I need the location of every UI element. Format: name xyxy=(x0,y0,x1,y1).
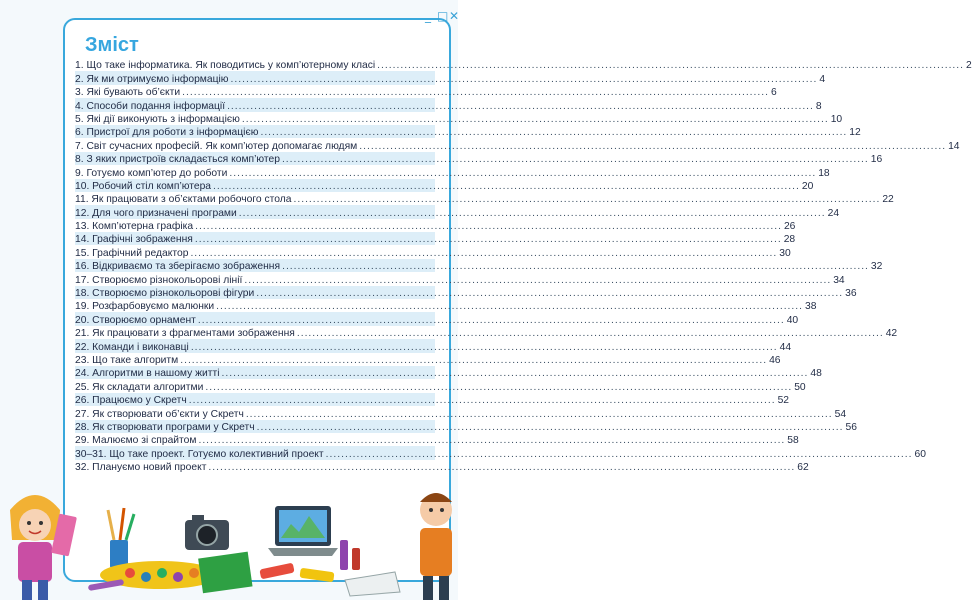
toc-entry-title: 24. Алгоритми в нашому житті xyxy=(75,368,220,380)
toc-entry-page: 44 xyxy=(779,341,792,353)
dot-leader xyxy=(227,101,814,112)
dot-leader xyxy=(195,221,782,232)
minimize-icon[interactable]: _ xyxy=(425,9,431,23)
toc-entry-page: 26 xyxy=(783,221,796,233)
toc-entry-title: 25. Як складати алгоритми xyxy=(75,381,204,393)
toc-entry-title: 21. Як працювати з фрагментами зображення xyxy=(75,328,295,340)
toc-entry[interactable] xyxy=(75,125,861,139)
toc-entry-title: 14. Графічні зображення xyxy=(75,234,193,246)
toc-entry-title: 18. Створюємо різнокольорові фігури xyxy=(75,288,255,300)
toc-entry[interactable] xyxy=(75,272,845,286)
toc-entry-title: 28. Як створювати програми у Скретч xyxy=(75,421,255,433)
toc-entry-page: 34 xyxy=(833,274,845,286)
dot-leader xyxy=(191,342,778,353)
camera-icon xyxy=(185,515,229,550)
toc-entry[interactable] xyxy=(75,326,898,340)
boy-icon xyxy=(420,493,452,600)
toc-entry-page: 32 xyxy=(870,261,883,273)
toc-entry-title: 2. Як ми отримуємо інформацію xyxy=(75,73,229,85)
dot-leader xyxy=(229,168,816,179)
dot-leader xyxy=(213,181,800,192)
dot-leader xyxy=(260,127,847,138)
toc-entry-title: 10. Робочий стіл комп’ютера xyxy=(75,180,212,192)
dot-leader xyxy=(246,409,833,420)
dot-leader xyxy=(198,435,785,446)
toc-entry[interactable] xyxy=(75,312,799,326)
dot-leader xyxy=(326,449,913,460)
toc-entry-page: 54 xyxy=(834,408,847,420)
dot-leader xyxy=(256,288,843,299)
toc-entry[interactable] xyxy=(75,259,883,273)
toc-entry[interactable] xyxy=(75,98,822,112)
toc-entry-page: 6 xyxy=(770,87,777,99)
dot-leader xyxy=(377,60,964,71)
toc-entry-title: 12. Для чого призначені програми xyxy=(75,207,237,219)
toc-entry-title: 7. Світ сучасних професій. Як комп’ютер допомагає людям xyxy=(75,140,358,152)
toc-entry[interactable] xyxy=(75,393,790,407)
toc-entry-page: 12 xyxy=(849,127,861,139)
toc-entry-page: 2 xyxy=(966,60,972,72)
toc-entry[interactable] xyxy=(75,353,781,366)
toc-entry-page: 14 xyxy=(948,140,960,152)
toc-entry-title: 3. Які бувають об’єкти xyxy=(75,87,181,99)
dot-leader xyxy=(293,194,880,205)
dot-leader xyxy=(239,208,826,219)
toc-entry[interactable] xyxy=(75,339,792,353)
toc-entry-page: 10 xyxy=(830,113,843,125)
toc-entry-page: 62 xyxy=(797,462,809,474)
toc-entry-title: 26. Працюємо у Скретч xyxy=(75,395,187,407)
toc-entry-page: 22 xyxy=(882,194,894,206)
toc-entry-page: 48 xyxy=(810,368,822,380)
toc-entry-title: 19. Розфарбовуємо малюнки xyxy=(75,301,215,313)
dot-leader xyxy=(242,114,829,125)
toc-entry-title: 27. Як створювати об’єкти у Скретч xyxy=(75,408,244,420)
toc-entry[interactable] xyxy=(75,71,826,85)
toc-entry-page: 50 xyxy=(794,381,806,393)
toc-entry-page: 18 xyxy=(818,167,830,179)
toc-entry[interactable] xyxy=(75,286,857,300)
window-controls xyxy=(63,0,458,30)
dot-leader xyxy=(205,382,792,393)
toc-entry-page: 8 xyxy=(815,100,822,112)
dot-leader xyxy=(231,74,818,85)
dot-leader xyxy=(359,141,946,152)
toc-entry-page: 58 xyxy=(787,435,799,447)
laptop-icon xyxy=(268,506,338,556)
toc-entry-title: 9. Готуємо комп’ютер до роботи xyxy=(75,167,228,179)
toc-entry-title: 17. Створюємо різнокольорові лінії xyxy=(75,274,243,286)
toc-entry-title: 6. Пристрої для роботи з інформацією xyxy=(75,127,259,139)
toc-entry-title: 22. Команди і виконавці xyxy=(75,341,189,353)
toc-entry-page: 46 xyxy=(769,354,781,366)
dot-leader xyxy=(297,328,884,339)
dot-leader xyxy=(244,275,831,286)
toc-entry-page: 20 xyxy=(801,180,814,192)
toc-entry[interactable] xyxy=(75,299,817,313)
dot-leader xyxy=(182,87,769,98)
toc-entry-title: 5. Які дії виконують з інформацією xyxy=(75,113,240,125)
toc-entry-page: 60 xyxy=(914,448,926,460)
close-icon[interactable]: ✕ xyxy=(449,9,460,23)
toc-entry[interactable] xyxy=(75,379,806,393)
toc-entry-title: 30–31. Що таке проект. Готуємо колективний проект xyxy=(75,448,324,460)
toc-entry[interactable] xyxy=(75,58,972,72)
toc-entry[interactable] xyxy=(75,138,960,152)
dot-leader xyxy=(222,368,809,379)
toc-entry-title: 16. Відкриваємо та зберігаємо зображення xyxy=(75,261,281,273)
page-title: Зміст xyxy=(85,34,139,56)
toc-entry-title: 11. Як працювати з об’єктами робочого стола xyxy=(75,194,292,206)
toc-entry[interactable] xyxy=(75,406,847,420)
toc-entry-page: 38 xyxy=(805,301,817,313)
toc-entry-title: 20. Створюємо орнамент xyxy=(75,314,196,326)
toc-entry-title: 4. Способи подання інформації xyxy=(75,100,226,112)
table-of-contents xyxy=(75,58,972,474)
toc-entry-page: 24 xyxy=(827,207,840,219)
toc-entry[interactable] xyxy=(75,112,843,125)
dot-leader xyxy=(195,234,782,245)
dot-leader xyxy=(216,301,803,312)
toc-entry-page: 16 xyxy=(870,154,883,166)
dot-leader xyxy=(189,395,776,406)
dot-leader xyxy=(282,261,869,272)
dot-leader xyxy=(257,422,844,433)
toc-entry[interactable] xyxy=(75,433,799,447)
toc-entry[interactable] xyxy=(75,192,894,206)
toc-entry-page: 36 xyxy=(845,288,857,300)
toc-entry[interactable] xyxy=(75,219,796,233)
toc-entry-title: 13. Комп’ютерна графіка xyxy=(75,221,194,233)
book-icon xyxy=(198,552,252,594)
toc-entry-title: 23. Що таке алгоритм xyxy=(75,354,179,366)
dot-leader xyxy=(198,315,785,326)
toc-entry-page: 52 xyxy=(777,395,790,407)
illustration xyxy=(0,470,458,600)
toc-entry-page: 40 xyxy=(786,314,799,326)
toc-entry[interactable] xyxy=(75,366,822,380)
dot-leader xyxy=(282,154,869,165)
toc-entry-page: 42 xyxy=(885,328,898,340)
toc-entry[interactable] xyxy=(75,85,777,99)
toc-entry[interactable] xyxy=(75,446,926,460)
toc-entry-title: 8. З яких пристроїв складається комп’ютер xyxy=(75,154,280,166)
dot-leader xyxy=(190,248,777,259)
toc-entry[interactable] xyxy=(75,245,791,259)
toc-entry[interactable] xyxy=(75,152,883,166)
toc-entry-page: 56 xyxy=(845,421,857,433)
toc-entry-page: 4 xyxy=(819,73,826,85)
toc-entry[interactable] xyxy=(75,165,830,179)
toc-entry[interactable] xyxy=(75,205,840,219)
toc-entry-title: 29. Малюємо зі спрайтом xyxy=(75,435,197,447)
toc-entry-title: 32. Плануємо новий проект xyxy=(75,462,207,474)
girl-with-tablet-icon xyxy=(10,495,77,600)
toc-entry-page: 28 xyxy=(783,234,796,246)
dot-leader xyxy=(180,355,767,366)
maximize-icon[interactable]: □ xyxy=(437,9,449,23)
toc-entry-page: 30 xyxy=(779,247,791,259)
toc-entry[interactable] xyxy=(75,232,796,246)
toc-entry[interactable] xyxy=(75,179,814,192)
toc-entry-title: 1. Що таке інформатика. Як поводитись у комп’ютерному класі xyxy=(75,60,376,72)
toc-entry[interactable] xyxy=(75,420,857,433)
toc-entry-title: 15. Графічний редактор xyxy=(75,247,189,259)
